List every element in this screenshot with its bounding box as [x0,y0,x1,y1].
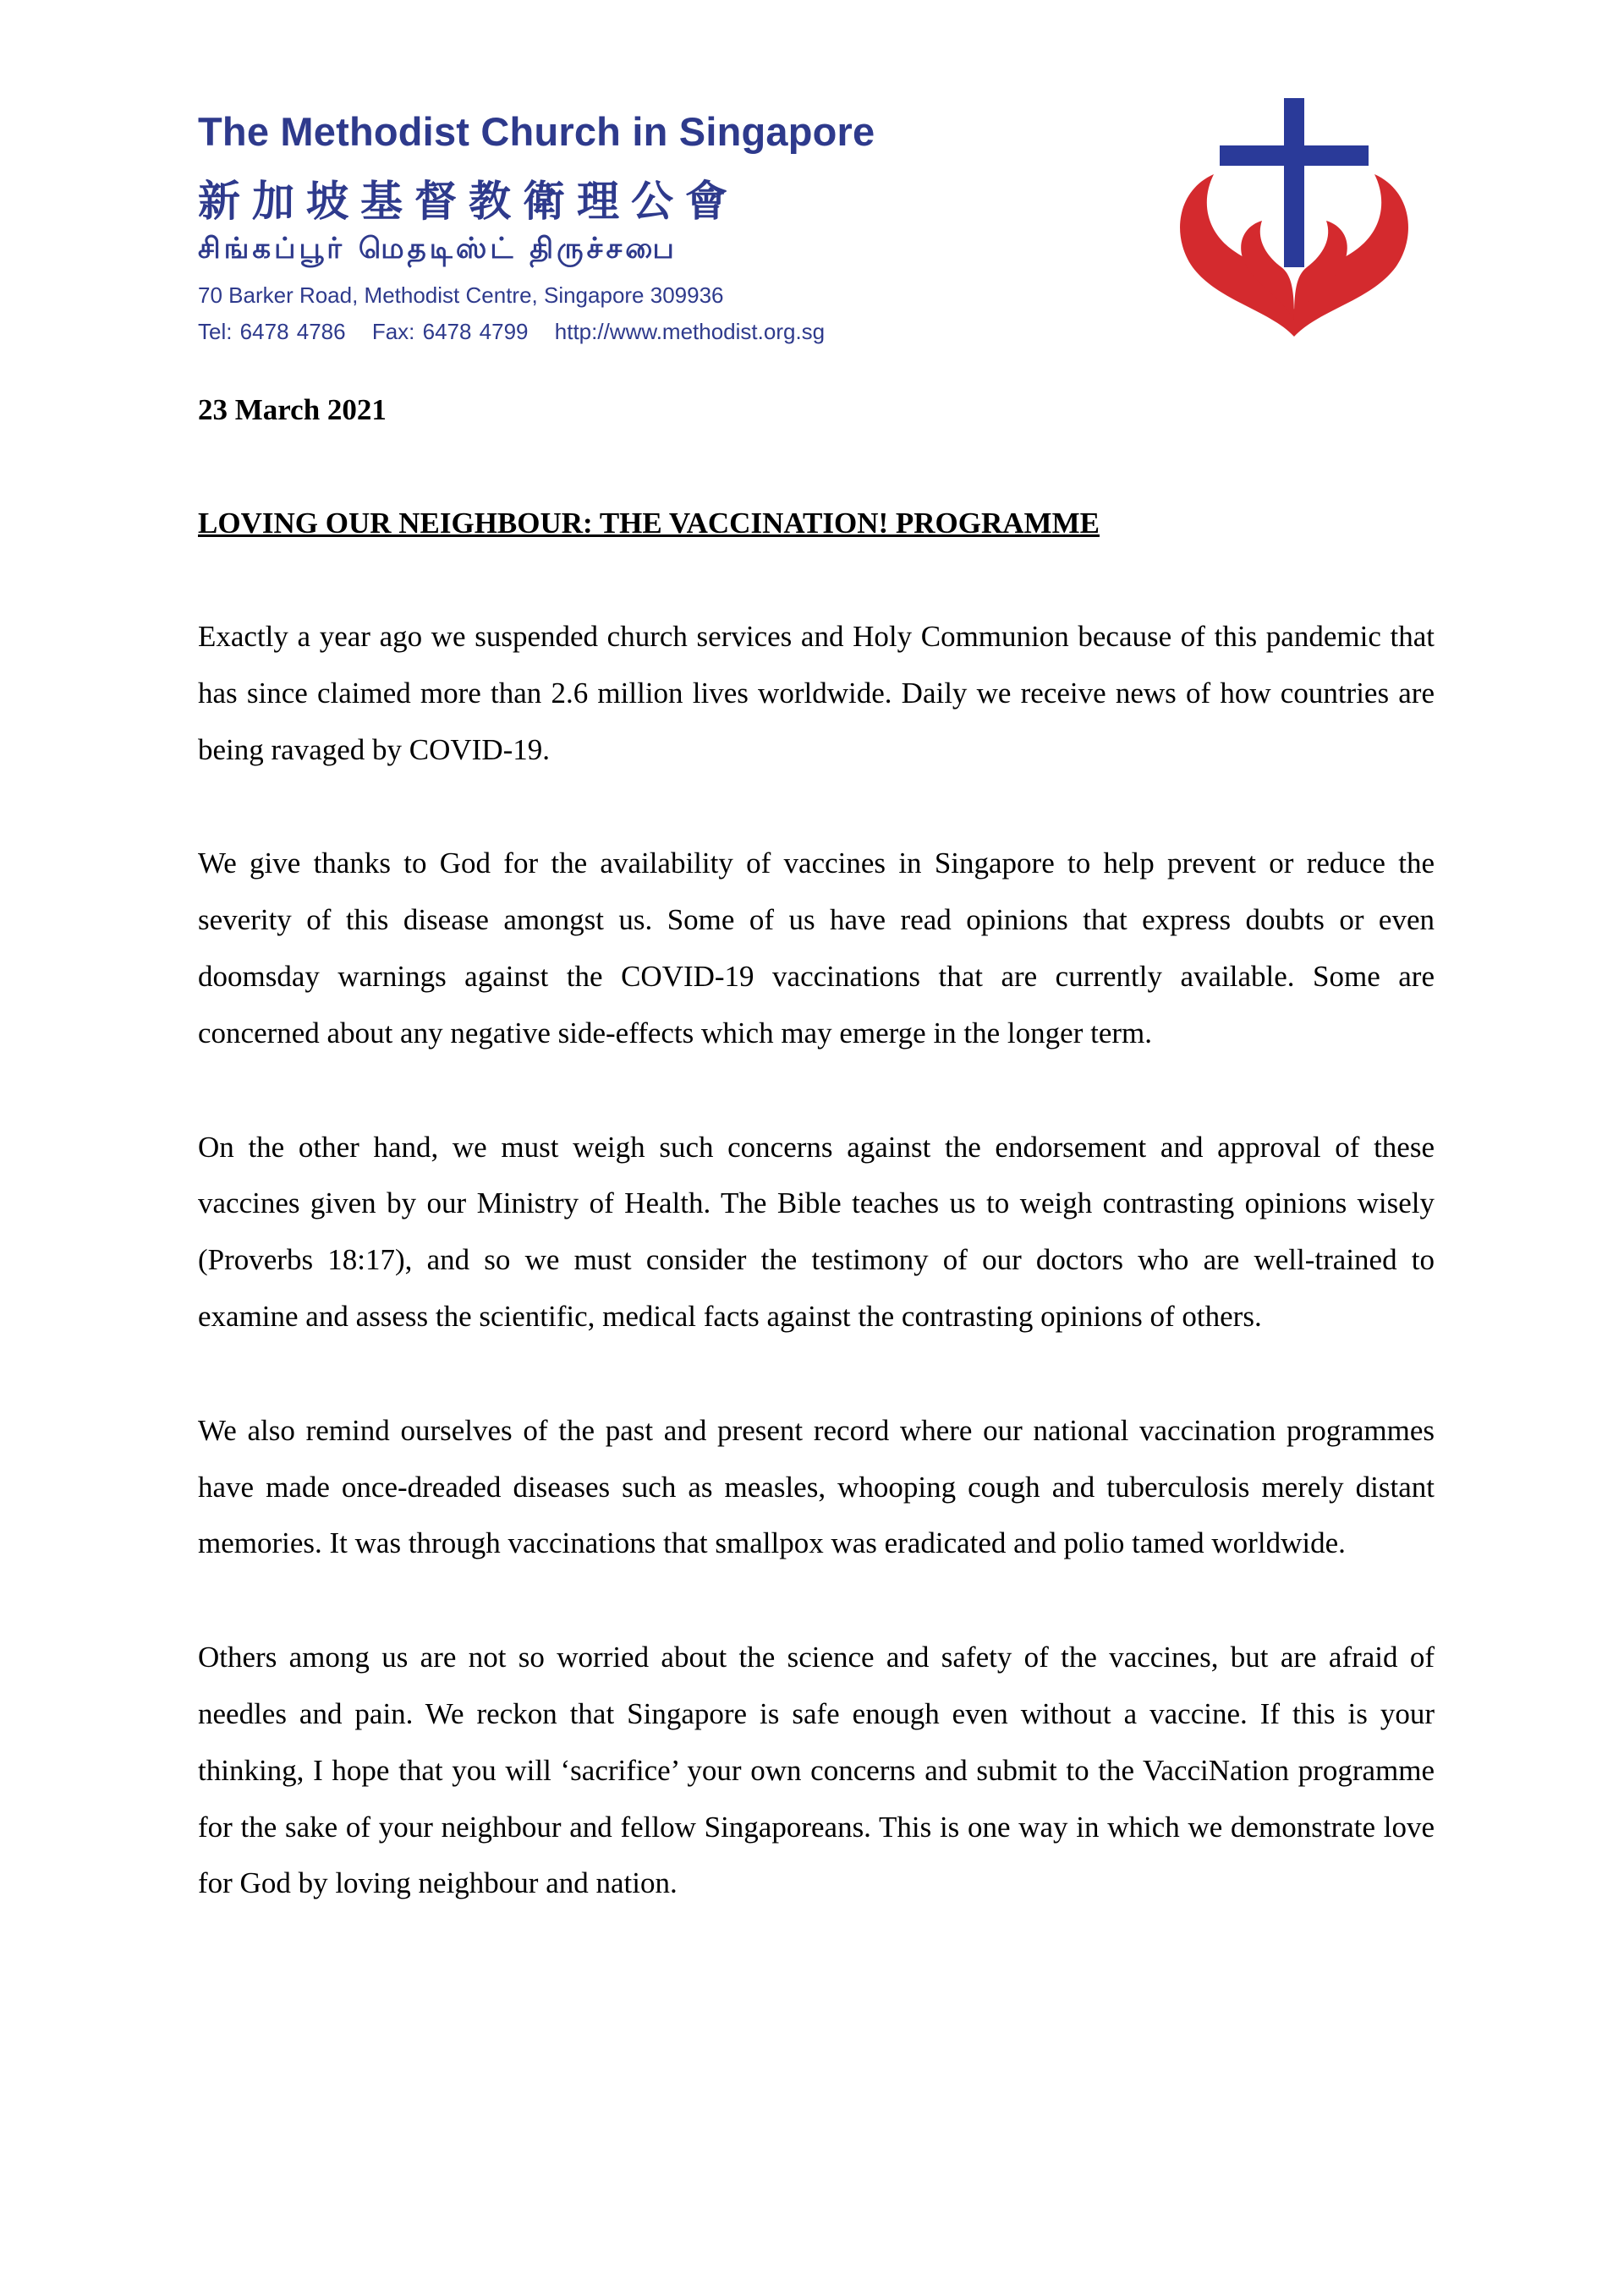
letter-title: LOVING OUR NEIGHBOUR: THE VACCINATION! PROGRAMME [198,507,1100,540]
letter-date: 23 March 2021 [198,393,387,426]
org-contact [198,319,843,345]
org-name: The Methodist Church in Singapore [198,109,875,154]
org-tel: Tel: 6478 4786 [198,319,346,344]
org-website[interactable]: http://www.methodist.org.sg [554,319,826,344]
paragraph-1: Exactly a year ago we suspended church services and Holy Communion because of this pandemic that has since claimed more than 2.6 million lives worldwide. Daily we receive news of how countries are being ravaged by COVID-19. [198,620,1435,766]
org-address: 70 Barker Road, Methodist Centre, Singapore 309936 [198,282,724,308]
cross-and-heart-flame-icon [1167,98,1421,343]
letter-body [198,372,1435,1912]
org-name-chinese: 新加坡基督教衛理公會 [198,177,739,226]
heart-flame-left [1180,174,1294,337]
org-fax: Fax: 6478 4799 [371,319,529,344]
paragraph-4: We also remind ourselves of the past and present record where our national vaccination programmes have made once-dreaded diseases such as measles, whooping cough and tuberculosis merely distant memories. It was through vaccinations that smallpox was eradicated and polio tamed worldwide. [198,1413,1435,1560]
cross-vertical [1284,98,1304,267]
cross-horizontal [1220,145,1369,166]
org-name-tamil: சிங்கப்பூர் மெதடிஸ்ட் திருச்சபை [198,232,678,266]
paragraph-5: Others among us are not so worried about the science and safety of the vaccines, but are afraid of needles and pain. We reckon that Singapore is safe enough even without a vaccine. If this is your thinking, I hope that you will ‘sacrifice’ your own concerns and submit to the VacciNation programme for the sake of your neighbour and fellow Singaporeans. This is one way in which we demonstrate love for God by loving neighbour and nation. [198,1641,1435,1900]
paragraph-3: On the other hand, we must weigh such concerns against the endorsement and approval of these vaccines given by our Ministry of Health. The Bible teaches us to weigh contrasting opinions wisely (Proverbs 18:17), and so we must consider the testimony of our doctors who are well-trained to examine and assess the scientific, medical facts against the contrasting opinions of others. [198,1130,1435,1333]
heart-flame-right [1294,174,1408,337]
letterhead [0,0,1624,355]
paragraph-2: We give thanks to God for the availability of vaccines in Singapore to help prevent or reduce the severity of this disease amongst us. Some of us have read opinions that express doubts or even doomsday warnings against the COVID-19 vaccinations that are currently available. Some are concerned about any negative side-effects which may emerge in the longer term. [198,847,1435,1049]
